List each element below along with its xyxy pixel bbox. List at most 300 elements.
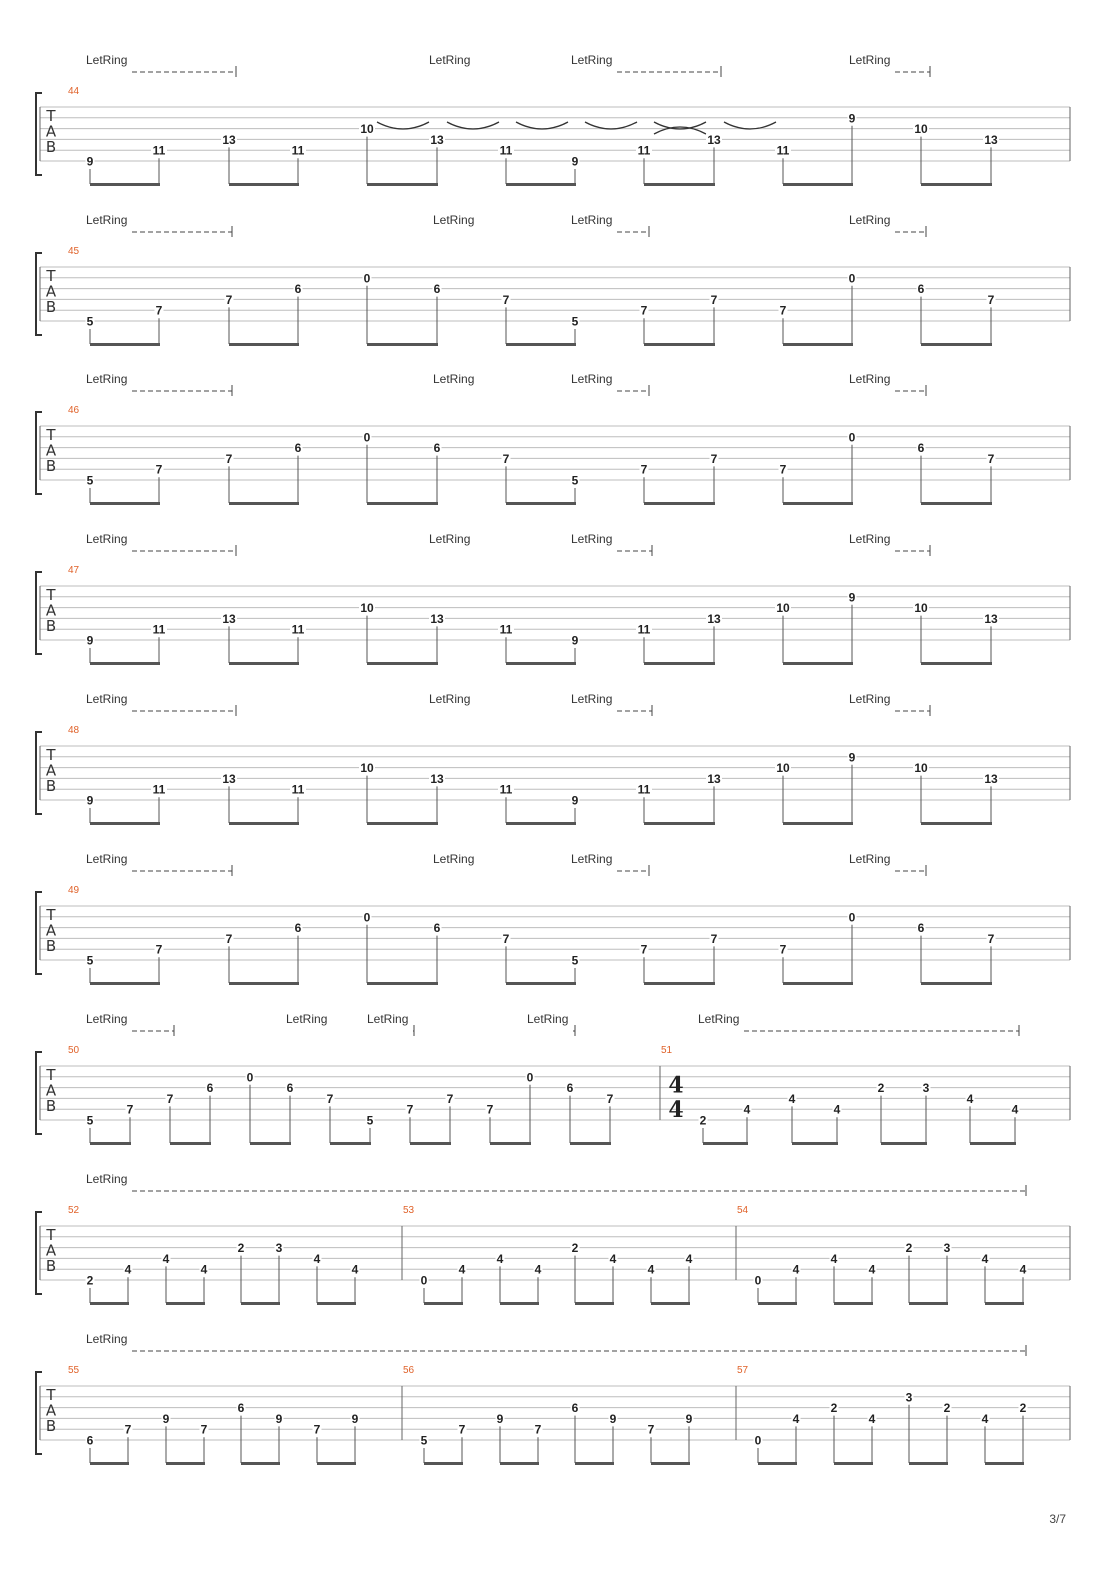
fret-number: 4	[1019, 1262, 1027, 1277]
fret-number: 4	[685, 1251, 693, 1266]
fret-number: 11	[499, 143, 513, 158]
tie	[585, 122, 637, 129]
fret-number: 0	[246, 1070, 254, 1085]
beam	[909, 1302, 948, 1305]
fret-number: 4	[830, 1251, 838, 1266]
fret-number: 7	[225, 292, 233, 307]
fret-number: 0	[848, 430, 856, 445]
fret-number: 4	[788, 1091, 796, 1106]
fret-number: 10	[360, 601, 374, 616]
fret-number: 6	[86, 1433, 94, 1448]
system-bracket	[36, 1212, 42, 1294]
beam	[921, 982, 992, 985]
fret-number: 7	[640, 303, 648, 318]
fret-number: 5	[420, 1433, 428, 1448]
beam	[703, 1142, 748, 1145]
let-ring-label: LetRing	[367, 1012, 409, 1026]
fret-number: 9	[351, 1411, 359, 1426]
tie	[654, 127, 706, 134]
beam	[644, 183, 715, 186]
fret-number: 7	[502, 931, 510, 946]
fret-number: 5	[86, 473, 94, 488]
tab-clef-letter: T	[46, 1385, 56, 1404]
fret-number: 2	[571, 1241, 579, 1256]
beam	[985, 1462, 1024, 1465]
fret-number: 9	[848, 111, 856, 126]
beam	[921, 183, 992, 186]
let-ring-label: LetRing	[571, 372, 613, 386]
fret-number: 2	[86, 1273, 94, 1288]
fret-number: 9	[571, 154, 579, 169]
beam	[921, 343, 992, 346]
time-signature-top: 4	[668, 1072, 684, 1099]
beam	[985, 1302, 1024, 1305]
fret-number: 6	[917, 441, 925, 456]
fret-number: 3	[943, 1241, 951, 1256]
fret-number: 7	[458, 1422, 466, 1437]
fret-number: 6	[294, 921, 302, 936]
fret-number: 6	[294, 441, 302, 456]
tab-clef-letter: T	[46, 1065, 56, 1084]
fret-number: 0	[363, 430, 371, 445]
fret-number: 7	[225, 451, 233, 466]
fret-number: 0	[754, 1273, 762, 1288]
tab-clef-letter: T	[46, 266, 56, 285]
let-ring-label: LetRing	[86, 532, 128, 546]
fret-number: 7	[313, 1422, 321, 1437]
measure-number: 46	[68, 405, 80, 416]
tab-clef-letter: B	[45, 937, 57, 956]
fret-number: 2	[237, 1241, 245, 1256]
beam	[410, 1142, 451, 1145]
fret-number: 13	[707, 771, 721, 786]
fret-number: 0	[754, 1433, 762, 1448]
beam	[90, 662, 160, 665]
tab-clef-letter: B	[45, 138, 57, 157]
beam	[506, 662, 576, 665]
beam	[909, 1462, 948, 1465]
beam	[758, 1462, 797, 1465]
beam	[90, 1462, 129, 1465]
tab-clef-letter: B	[45, 298, 57, 317]
fret-number: 9	[162, 1411, 170, 1426]
fret-number: 4	[792, 1262, 800, 1277]
beam	[90, 1302, 129, 1305]
fret-number: 4	[743, 1102, 751, 1117]
fret-number: 7	[606, 1091, 614, 1106]
fret-number: 13	[222, 132, 236, 147]
fret-number: 7	[710, 931, 718, 946]
tab-clef-letter: T	[46, 425, 56, 444]
tab-clef-letter: A	[45, 1401, 57, 1420]
fret-number: 5	[86, 314, 94, 329]
fret-number: 10	[776, 761, 790, 776]
fret-number: 13	[707, 132, 721, 147]
fret-number: 4	[351, 1262, 359, 1277]
fret-number: 6	[566, 1081, 574, 1096]
let-ring-label: LetRing	[86, 1172, 128, 1186]
beam	[241, 1462, 280, 1465]
tab-clef-letter: T	[46, 106, 56, 125]
fret-number: 2	[699, 1113, 707, 1128]
beam	[575, 1462, 614, 1465]
measure-number: 56	[403, 1365, 415, 1376]
tab-clef-letter: B	[45, 1097, 57, 1116]
tab-clef-letter: A	[45, 601, 57, 620]
fret-number: 6	[571, 1401, 579, 1416]
let-ring-label: LetRing	[86, 852, 128, 866]
let-ring-label: LetRing	[429, 692, 471, 706]
tie	[724, 122, 776, 129]
beam	[90, 822, 160, 825]
let-ring-label: LetRing	[849, 852, 891, 866]
fret-number: 9	[86, 154, 94, 169]
tab-clef-letter: A	[45, 1081, 57, 1100]
let-ring-label: LetRing	[698, 1012, 740, 1026]
fret-number: 4	[792, 1411, 800, 1426]
fret-number: 0	[420, 1273, 428, 1288]
beam	[90, 1142, 131, 1145]
beam	[229, 982, 299, 985]
fret-number: 9	[848, 750, 856, 765]
fret-number: 4	[981, 1251, 989, 1266]
beam	[783, 502, 853, 505]
beam	[783, 662, 853, 665]
fret-number: 7	[987, 292, 995, 307]
fret-number: 7	[502, 451, 510, 466]
beam	[317, 1462, 356, 1465]
let-ring-label: LetRing	[86, 692, 128, 706]
beam	[90, 502, 160, 505]
beam	[367, 982, 438, 985]
fret-number: 11	[152, 622, 166, 637]
fret-number: 7	[987, 451, 995, 466]
fret-number: 9	[275, 1411, 283, 1426]
tab-clef-letter: B	[45, 1417, 57, 1436]
fret-number: 11	[152, 782, 166, 797]
fret-number: 13	[222, 771, 236, 786]
fret-number: 4	[496, 1251, 504, 1266]
beam	[792, 1142, 838, 1145]
fret-number: 7	[486, 1102, 494, 1117]
system-bracket	[36, 572, 42, 654]
measure-number: 54	[737, 1205, 749, 1216]
fret-number: 6	[917, 282, 925, 297]
beam	[229, 183, 299, 186]
beam	[367, 662, 438, 665]
fret-number: 5	[86, 1113, 94, 1128]
measure-number: 47	[68, 565, 80, 576]
fret-number: 9	[609, 1411, 617, 1426]
fret-number: 2	[905, 1241, 913, 1256]
let-ring-label: LetRing	[849, 53, 891, 67]
let-ring-label: LetRing	[571, 692, 613, 706]
fret-number: 0	[848, 910, 856, 925]
system-bracket	[36, 253, 42, 335]
beam	[229, 822, 299, 825]
beam	[758, 1302, 797, 1305]
fret-number: 7	[200, 1422, 208, 1437]
fret-number: 7	[155, 462, 163, 477]
let-ring-label: LetRing	[527, 1012, 569, 1026]
fret-number: 7	[640, 942, 648, 957]
beam	[783, 982, 853, 985]
beam	[921, 502, 992, 505]
fret-number: 2	[943, 1401, 951, 1416]
tab-clef-letter: B	[45, 1257, 57, 1276]
beam	[229, 343, 299, 346]
beam	[644, 662, 715, 665]
fret-number: 2	[877, 1081, 885, 1096]
beam	[921, 662, 992, 665]
fret-number: 6	[294, 282, 302, 297]
measure-number: 51	[661, 1045, 673, 1056]
measure-number: 48	[68, 725, 80, 736]
let-ring-label: LetRing	[849, 532, 891, 546]
beam	[367, 502, 438, 505]
fret-number: 0	[848, 271, 856, 286]
staff-system	[36, 852, 1070, 985]
beam	[651, 1462, 690, 1465]
fret-number: 4	[124, 1262, 132, 1277]
tie	[377, 122, 429, 129]
fret-number: 3	[905, 1390, 913, 1405]
fret-number: 2	[1019, 1401, 1027, 1416]
fret-number: 6	[433, 441, 441, 456]
fret-number: 11	[499, 622, 513, 637]
fret-number: 11	[776, 143, 790, 158]
beam	[506, 343, 576, 346]
fret-number: 13	[707, 611, 721, 626]
measure-number: 57	[737, 1365, 749, 1376]
let-ring-label: LetRing	[433, 372, 475, 386]
system-bracket	[36, 412, 42, 494]
tab-clef-letter: A	[45, 761, 57, 780]
beam	[783, 822, 853, 825]
tab-clef-letter: B	[45, 617, 57, 636]
fret-number: 7	[710, 451, 718, 466]
fret-number: 13	[984, 771, 998, 786]
time-signature-bottom: 4	[668, 1097, 684, 1124]
fret-number: 7	[406, 1102, 414, 1117]
fret-number: 10	[776, 601, 790, 616]
beam	[367, 183, 438, 186]
fret-number: 7	[534, 1422, 542, 1437]
fret-number: 4	[200, 1262, 208, 1277]
fret-number: 2	[830, 1401, 838, 1416]
fret-number: 5	[86, 953, 94, 968]
beam	[500, 1462, 539, 1465]
let-ring-label: LetRing	[429, 53, 471, 67]
fret-number: 3	[275, 1241, 283, 1256]
beam	[166, 1462, 205, 1465]
fret-number: 0	[363, 271, 371, 286]
tab-clef-letter: A	[45, 122, 57, 141]
beam	[424, 1462, 463, 1465]
measure-number: 45	[68, 246, 80, 257]
fret-number: 9	[571, 633, 579, 648]
fret-number: 0	[526, 1070, 534, 1085]
beam	[90, 183, 160, 186]
fret-number: 4	[868, 1411, 876, 1426]
measure-number: 44	[68, 86, 80, 97]
beam	[367, 343, 438, 346]
staff-system	[36, 372, 1070, 505]
fret-number: 7	[225, 931, 233, 946]
staff-system	[36, 1332, 1070, 1465]
fret-number: 9	[86, 633, 94, 648]
fret-number: 11	[291, 143, 305, 158]
beam	[506, 982, 576, 985]
fret-number: 7	[502, 292, 510, 307]
fret-number: 5	[571, 473, 579, 488]
fret-number: 11	[637, 622, 651, 637]
system-bracket	[36, 1052, 42, 1134]
beam	[921, 822, 992, 825]
beam	[506, 822, 576, 825]
beam	[506, 183, 576, 186]
let-ring-label: LetRing	[571, 852, 613, 866]
fret-number: 7	[640, 462, 648, 477]
let-ring-label: LetRing	[86, 1332, 128, 1346]
fret-number: 7	[647, 1422, 655, 1437]
tab-clef-letter: T	[46, 905, 56, 924]
let-ring-label: LetRing	[571, 532, 613, 546]
fret-number: 7	[155, 942, 163, 957]
fret-number: 9	[848, 590, 856, 605]
beam	[500, 1302, 539, 1305]
beam	[644, 343, 715, 346]
fret-number: 6	[237, 1401, 245, 1416]
staff-system	[36, 53, 1070, 186]
measure-number: 53	[403, 1205, 415, 1216]
fret-number: 10	[360, 761, 374, 776]
let-ring-label: LetRing	[86, 53, 128, 67]
tab-clef-letter: T	[46, 1225, 56, 1244]
beam	[367, 822, 438, 825]
let-ring-label: LetRing	[86, 213, 128, 227]
beam	[970, 1142, 1016, 1145]
beam	[229, 502, 299, 505]
beam	[424, 1302, 463, 1305]
fret-number: 11	[637, 143, 651, 158]
staff-system	[36, 1012, 1070, 1145]
tab-clef-letter: A	[45, 282, 57, 301]
beam	[506, 502, 576, 505]
beam	[644, 502, 715, 505]
let-ring-label: LetRing	[86, 1012, 128, 1026]
fret-number: 4	[981, 1411, 989, 1426]
fret-number: 11	[291, 782, 305, 797]
fret-number: 4	[868, 1262, 876, 1277]
fret-number: 10	[914, 122, 928, 137]
fret-number: 7	[779, 462, 787, 477]
fret-number: 4	[609, 1251, 617, 1266]
tab-clef-letter: A	[45, 1241, 57, 1260]
beam	[229, 662, 299, 665]
fret-number: 3	[922, 1081, 930, 1096]
fret-number: 10	[360, 122, 374, 137]
let-ring-label: LetRing	[849, 692, 891, 706]
tab-clef-letter: B	[45, 777, 57, 796]
fret-number: 6	[917, 921, 925, 936]
let-ring-label: LetRing	[433, 852, 475, 866]
tab-clef-letter: B	[45, 457, 57, 476]
fret-number: 4	[534, 1262, 542, 1277]
let-ring-label: LetRing	[571, 213, 613, 227]
measure-number: 49	[68, 885, 80, 896]
fret-number: 9	[685, 1411, 693, 1426]
beam	[783, 183, 853, 186]
fret-number: 7	[326, 1091, 334, 1106]
beam	[490, 1142, 531, 1145]
beam	[834, 1302, 873, 1305]
staff-system	[36, 1172, 1070, 1305]
system-bracket	[36, 93, 42, 175]
fret-number: 9	[496, 1411, 504, 1426]
fret-number: 11	[637, 782, 651, 797]
beam	[250, 1142, 291, 1145]
beam	[644, 982, 715, 985]
fret-number: 9	[571, 793, 579, 808]
fret-number: 13	[430, 611, 444, 626]
staff-system	[36, 692, 1070, 825]
fret-number: 6	[206, 1081, 214, 1096]
fret-number: 4	[458, 1262, 466, 1277]
fret-number: 7	[710, 292, 718, 307]
system-bracket	[36, 732, 42, 814]
fret-number: 10	[914, 761, 928, 776]
beam	[241, 1302, 280, 1305]
beam	[90, 343, 160, 346]
tie	[654, 122, 706, 129]
system-bracket	[36, 1372, 42, 1454]
fret-number: 13	[222, 611, 236, 626]
fret-number: 7	[987, 931, 995, 946]
fret-number: 13	[984, 132, 998, 147]
tab-clef-letter: T	[46, 585, 56, 604]
fret-number: 4	[966, 1091, 974, 1106]
beam	[166, 1302, 205, 1305]
let-ring-label: LetRing	[849, 213, 891, 227]
let-ring-label: LetRing	[429, 532, 471, 546]
beam	[651, 1302, 690, 1305]
fret-number: 11	[499, 782, 513, 797]
fret-number: 5	[571, 953, 579, 968]
staff-system	[36, 532, 1070, 665]
tie	[447, 122, 499, 129]
beam	[783, 343, 853, 346]
fret-number: 7	[446, 1091, 454, 1106]
let-ring-label: LetRing	[286, 1012, 328, 1026]
fret-number: 10	[914, 601, 928, 616]
let-ring-label: LetRing	[86, 372, 128, 386]
beam	[575, 1302, 614, 1305]
fret-number: 4	[162, 1251, 170, 1266]
fret-number: 4	[1011, 1102, 1019, 1117]
system-bracket	[36, 892, 42, 974]
fret-number: 5	[366, 1113, 374, 1128]
fret-number: 0	[363, 910, 371, 925]
beam	[317, 1302, 356, 1305]
fret-number: 13	[430, 132, 444, 147]
beam	[170, 1142, 211, 1145]
fret-number: 13	[430, 771, 444, 786]
tie	[516, 122, 568, 129]
fret-number: 6	[433, 282, 441, 297]
fret-number: 4	[647, 1262, 655, 1277]
fret-number: 7	[779, 303, 787, 318]
